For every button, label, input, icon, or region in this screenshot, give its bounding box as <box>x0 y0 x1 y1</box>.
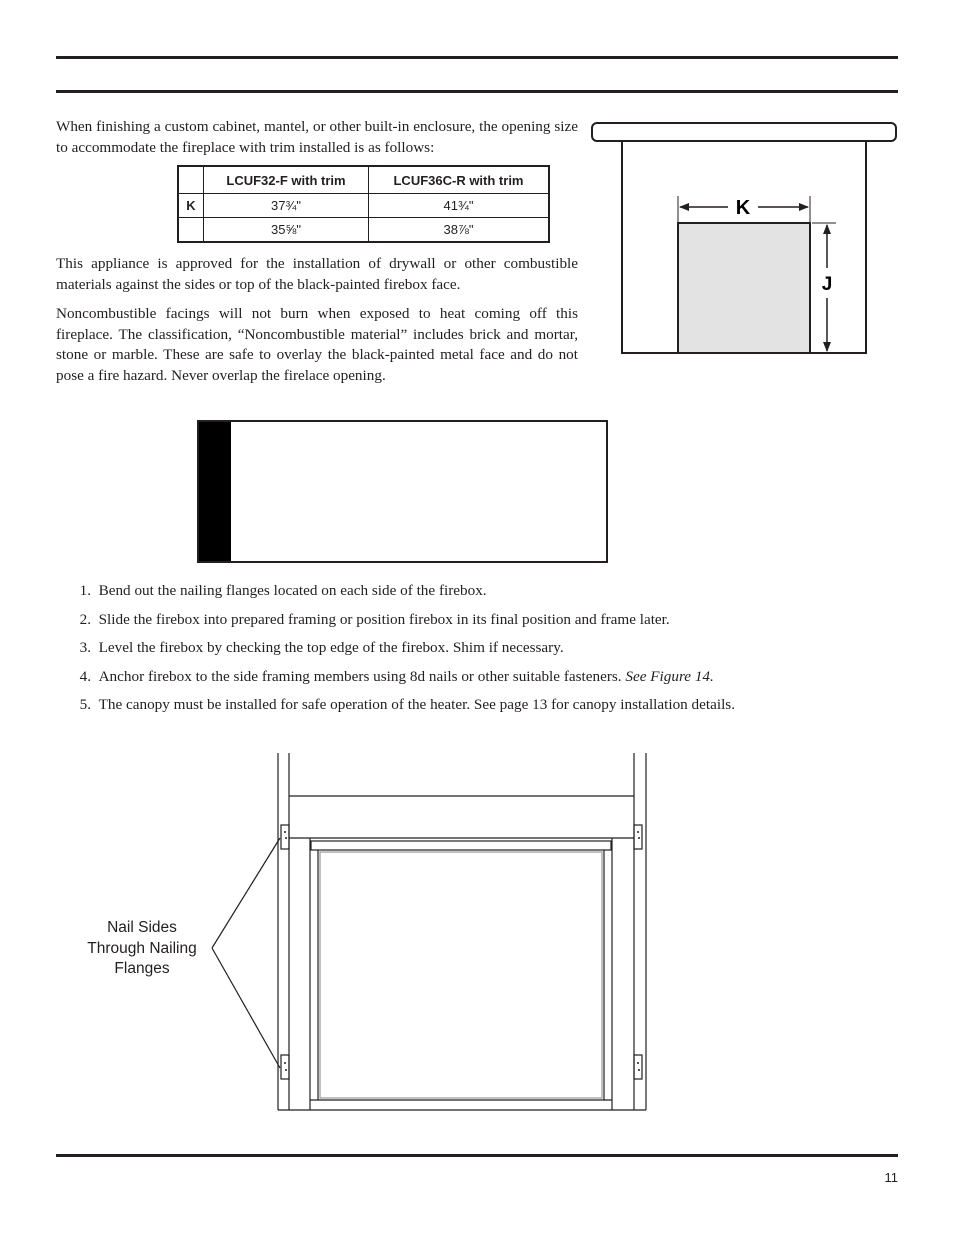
step-text: Level the firebox by checking the top edge of the firebox. Shim if necessary. <box>98 639 564 656</box>
step-number: 2. <box>79 610 91 628</box>
intro-paragraph: When finishing a custom cabinet, mantel, or other built-in enclosure, the opening size to accommodate the fireplace with trim installed is as follows: <box>56 118 578 156</box>
leader-line-upper <box>212 838 280 948</box>
section-rule <box>56 90 898 93</box>
table-cell: 41¾" <box>368 194 549 218</box>
callout-line: Flanges <box>114 960 170 977</box>
list-item <box>56 692 898 721</box>
drywall-paragraph: This appliance is approved for the installation of drywall or other combustible materials against the sides or top of the black-painted firebox face. <box>56 255 578 293</box>
j-arrow-top <box>823 224 831 234</box>
nail-mark <box>637 831 639 833</box>
leader-line-lower <box>212 948 280 1068</box>
table-corner-cell <box>178 166 204 194</box>
fireplace-opening <box>678 223 810 353</box>
nailing-flange-callout <box>72 918 212 980</box>
step-number: 1. <box>79 582 91 599</box>
table-header-row <box>178 166 549 194</box>
nail-mark <box>285 837 287 839</box>
table-row <box>178 218 549 243</box>
k-arrow-left <box>679 203 689 211</box>
list-item <box>56 578 898 607</box>
nail-mark <box>638 837 640 839</box>
nailing-flange <box>281 1055 289 1079</box>
noncombustible-paragraph: Noncombustible facings will not burn when exposed to heat coming off this fireplace. The classification, “Noncombustible material” includes brick and mortar, stone or marble. These are safe to overlay the black-painted metal face and do not pose a fire hazard. Never overlap the firelace opening. <box>56 305 578 384</box>
mantel-shelf <box>592 123 896 141</box>
firebox-opening <box>320 852 602 1098</box>
table-header-lcuf36: LCUF36C-R with trim <box>368 166 549 194</box>
list-item <box>56 607 898 636</box>
step-number: 4. <box>79 667 91 685</box>
step-text: Slide the firebox into prepared framing or position firebox in its final position and frame later. <box>98 610 670 628</box>
table-cell: 37¾" <box>204 194 369 218</box>
list-item <box>56 635 898 664</box>
installation-steps <box>56 578 898 721</box>
opening-size-table <box>177 165 550 243</box>
warning-box <box>197 420 608 563</box>
nail-mark <box>285 1069 287 1071</box>
table-row <box>178 194 549 218</box>
page-number: 11 <box>884 1170 898 1185</box>
table-row-label: K <box>178 194 204 218</box>
k-arrow-right <box>799 203 809 211</box>
step-text: The canopy must be installed for safe operation of the heater. See page 13 for canopy installation details. <box>98 696 735 713</box>
footer-rule <box>56 1154 898 1157</box>
table-header-lcuf32: LCUF32-F with trim <box>204 166 369 194</box>
nail-mark <box>638 1069 640 1071</box>
nailing-flange <box>634 825 642 849</box>
opening-diagram <box>588 118 900 360</box>
nailing-flange <box>634 1055 642 1079</box>
j-label: J <box>821 274 833 295</box>
table-row-label <box>178 218 204 243</box>
figure-reference: See Figure 14. <box>625 667 714 685</box>
nailing-flange <box>281 825 289 849</box>
callout-line: Nail Sides <box>107 919 177 936</box>
top-rule <box>56 56 898 59</box>
list-item <box>56 664 898 693</box>
step-number: 5. <box>79 696 91 713</box>
step-text: Bend out the nailing flanges located on each side of the firebox. <box>98 582 487 599</box>
step-text: Anchor firebox to the side framing members using 8d nails or other suitable fasteners. <box>98 667 622 685</box>
warning-box-bar <box>199 422 231 561</box>
table-cell: 38⅞" <box>368 218 549 243</box>
framing-diagram <box>200 750 660 1115</box>
firebox-top-rail <box>311 841 611 850</box>
nail-mark <box>284 1062 286 1064</box>
step-number: 3. <box>79 639 91 656</box>
table-cell: 35⅝" <box>204 218 369 243</box>
callout-line: Through Nailing <box>87 939 197 957</box>
nail-mark <box>637 1062 639 1064</box>
nail-mark <box>284 831 286 833</box>
k-label: K <box>735 197 751 219</box>
j-arrow-bottom <box>823 342 831 352</box>
